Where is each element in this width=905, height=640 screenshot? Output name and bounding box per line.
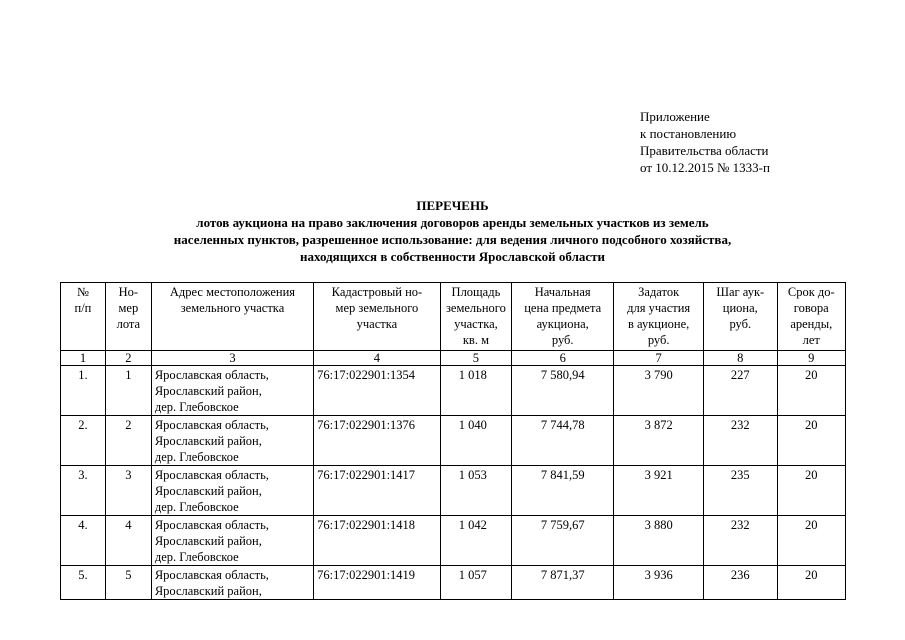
deposit-cell: 3 936 bbox=[614, 566, 704, 600]
row-number-cell: 4. bbox=[61, 516, 106, 566]
appendix-line: Приложение bbox=[640, 109, 710, 124]
deposit-cell: 3 872 bbox=[614, 416, 704, 466]
step-cell: 232 bbox=[704, 516, 777, 566]
step-cell: 232 bbox=[704, 416, 777, 466]
column-number: 3 bbox=[151, 351, 313, 366]
appendix-date-line: от 10.12.2015 № 1333-п bbox=[640, 160, 770, 175]
price-cell: 7 744,78 bbox=[512, 416, 614, 466]
table-row bbox=[61, 466, 846, 516]
price-cell: 7 759,67 bbox=[512, 516, 614, 566]
cadastral-cell: 76:17:022901:1376 bbox=[314, 416, 441, 466]
column-header-price: Начальная цена предмета аукциона, руб. bbox=[512, 283, 614, 351]
deposit-cell: 3 880 bbox=[614, 516, 704, 566]
cadastral-cell: 76:17:022901:1417 bbox=[314, 466, 441, 516]
row-number-cell: 3. bbox=[61, 466, 106, 516]
title-line: лотов аукциона на право заключения договоров аренды земельных участков из земель bbox=[196, 215, 709, 230]
column-header-step: Шаг аук- циона, руб. bbox=[704, 283, 777, 351]
step-cell: 227 bbox=[704, 366, 777, 416]
header-row bbox=[61, 283, 846, 351]
column-header-number: № п/п bbox=[61, 283, 106, 351]
area-cell: 1 042 bbox=[440, 516, 511, 566]
appendix-line: к постановлению bbox=[640, 126, 737, 141]
cadastral-cell: 76:17:022901:1418 bbox=[314, 516, 441, 566]
cadastral-cell: 76:17:022901:1419 bbox=[314, 566, 441, 600]
area-cell: 1 018 bbox=[440, 366, 511, 416]
address-cell: Ярославская область, Ярославский район, bbox=[151, 566, 313, 600]
cadastral-cell: 76:17:022901:1354 bbox=[314, 366, 441, 416]
column-number-row bbox=[61, 351, 846, 366]
column-header-cadastral: Кадастровый но- мер земельного участка bbox=[314, 283, 441, 351]
lot-number-cell: 1 bbox=[105, 366, 151, 416]
price-cell: 7 871,37 bbox=[512, 566, 614, 600]
term-cell: 20 bbox=[777, 516, 845, 566]
lot-number-cell: 2 bbox=[105, 416, 151, 466]
address-cell: Ярославская область, Ярославский район, дер. Глебовское bbox=[151, 516, 313, 566]
term-cell: 20 bbox=[777, 466, 845, 516]
appendix-block bbox=[640, 108, 770, 176]
lot-number-cell: 5 bbox=[105, 566, 151, 600]
deposit-cell: 3 921 bbox=[614, 466, 704, 516]
document-title bbox=[60, 197, 845, 265]
column-number: 1 bbox=[61, 351, 106, 366]
row-number-cell: 1. bbox=[61, 366, 106, 416]
column-number: 4 bbox=[314, 351, 441, 366]
column-number: 7 bbox=[614, 351, 704, 366]
title-line: находящихся в собственности Ярославской области bbox=[299, 249, 606, 264]
address-cell: Ярославская область, Ярославский район, дер. Глебовское bbox=[151, 416, 313, 466]
term-cell: 20 bbox=[777, 366, 845, 416]
table-row bbox=[61, 516, 846, 566]
table-row bbox=[61, 566, 846, 600]
table-row bbox=[61, 416, 846, 466]
row-number-cell: 2. bbox=[61, 416, 106, 466]
column-header-area: Площадь земельного участка, кв. м bbox=[440, 283, 511, 351]
row-number-cell: 5. bbox=[61, 566, 106, 600]
column-number: 6 bbox=[512, 351, 614, 366]
column-number: 8 bbox=[704, 351, 777, 366]
column-header-term: Срок до- говора аренды, лет bbox=[777, 283, 845, 351]
lots-table bbox=[60, 282, 846, 600]
column-number: 9 bbox=[777, 351, 845, 366]
area-cell: 1 040 bbox=[440, 416, 511, 466]
column-header-address: Адрес местоположения земельного участка bbox=[151, 283, 313, 351]
area-cell: 1 057 bbox=[440, 566, 511, 600]
address-cell: Ярославская область, Ярославский район, дер. Глебовское bbox=[151, 366, 313, 416]
title-line: населенных пунктов, разрешенное использование: для ведения личного подсобного хозяйства, bbox=[173, 232, 732, 247]
step-cell: 235 bbox=[704, 466, 777, 516]
area-cell: 1 053 bbox=[440, 466, 511, 516]
column-number: 5 bbox=[440, 351, 511, 366]
column-header-deposit: Задаток для участия в аукционе, руб. bbox=[614, 283, 704, 351]
appendix-line: Правительства области bbox=[640, 143, 769, 158]
price-cell: 7 841,59 bbox=[512, 466, 614, 516]
title-heading: ПЕРЕЧЕНЬ bbox=[416, 198, 489, 213]
column-header-lot: Но- мер лота bbox=[105, 283, 151, 351]
step-cell: 236 bbox=[704, 566, 777, 600]
column-number: 2 bbox=[105, 351, 151, 366]
price-cell: 7 580,94 bbox=[512, 366, 614, 416]
lot-number-cell: 4 bbox=[105, 516, 151, 566]
address-cell: Ярославская область, Ярославский район, дер. Глебовское bbox=[151, 466, 313, 516]
term-cell: 20 bbox=[777, 566, 845, 600]
term-cell: 20 bbox=[777, 416, 845, 466]
table-row bbox=[61, 366, 846, 416]
lot-number-cell: 3 bbox=[105, 466, 151, 516]
deposit-cell: 3 790 bbox=[614, 366, 704, 416]
